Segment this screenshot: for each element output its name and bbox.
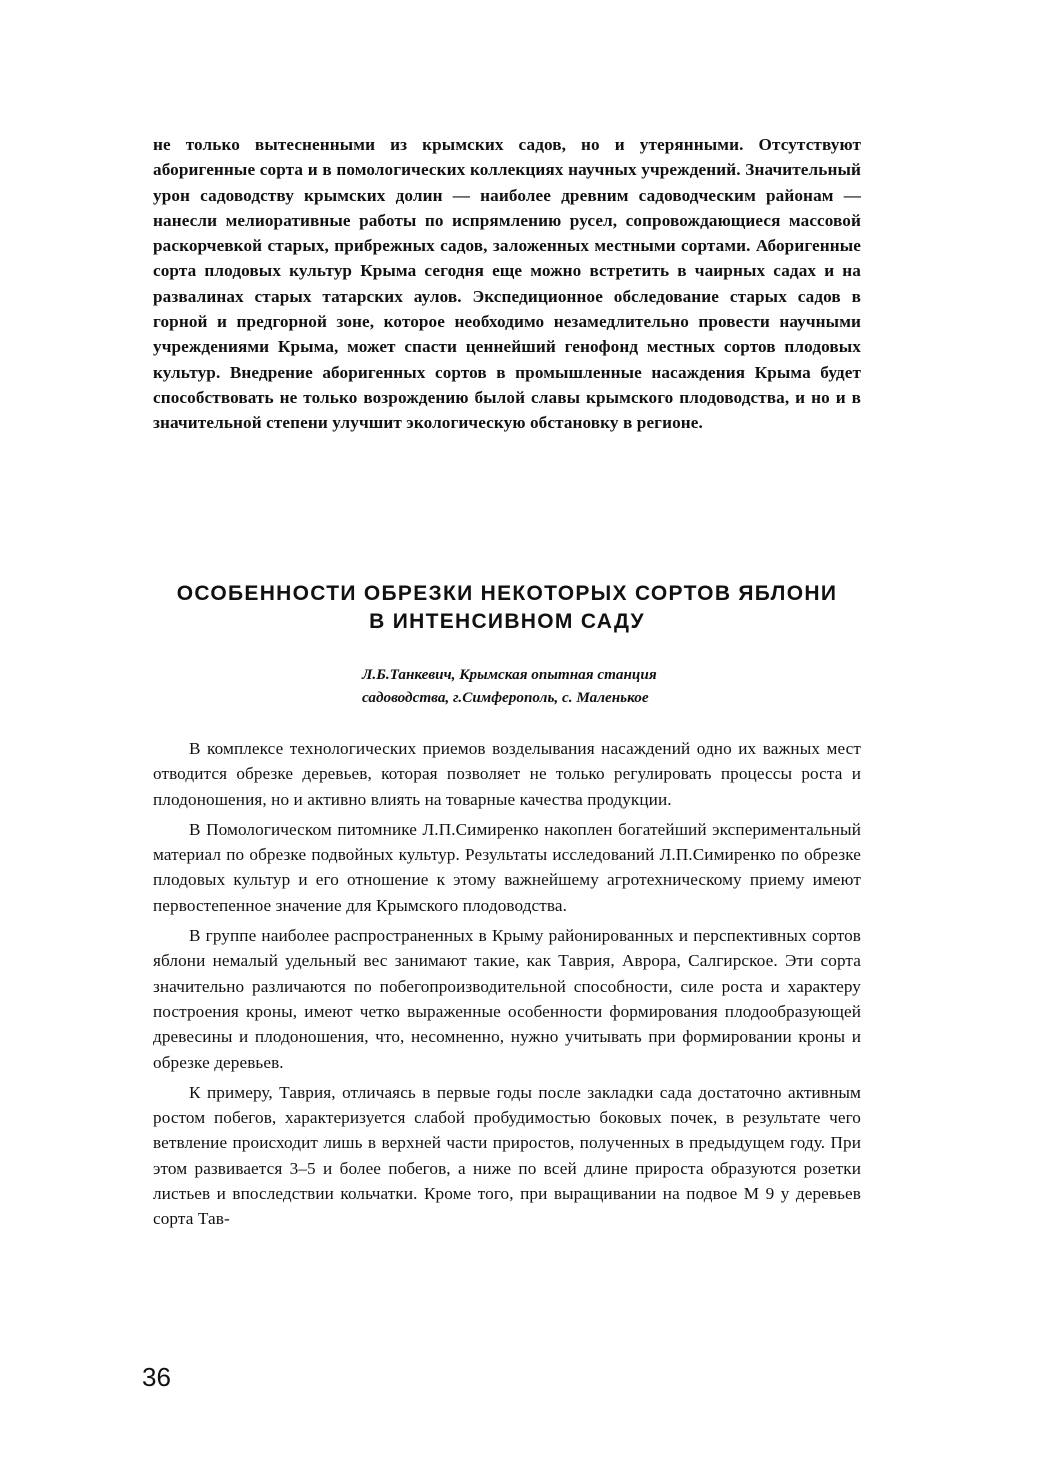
page-number: 36 (142, 1362, 171, 1392)
article-title (153, 580, 861, 636)
author-line-2: садоводства, г.Симферополь, с. Маленькое (362, 689, 649, 706)
body-paragraph: К примеру, Таврия, отличаясь в первые годы после закладки сада достаточно активным ростом побегов, характеризуется слабой пробудимостью боковых почек, в результате чего ветвление происходит лишь в верхней части приростов, полученных в предыдущем году. При этом развивается 3–5 и более побегов, а ниже по всей длине прироста образуются розетки листьев и впоследствии кольчатки. Кроме того, при выращивании на подвое М 9 у деревьев сорта Тав- (153, 1082, 861, 1229)
article-body (153, 736, 861, 1237)
article-title-line-2: В ИНТЕНСИВНОМ САДУ (369, 610, 645, 633)
body-paragraph: В комплексе технологических приемов возделывания насаждений одно их важных мест отводится обрезке деревьев, которая позволяет не только регулировать процессы роста и плодоношения, но и активно влиять на товарные качества продукции. (153, 739, 861, 809)
author-affiliation (362, 663, 782, 709)
continued-text-block (153, 132, 861, 436)
intro-paragraph: не только вытесненными из крымских садов, но и утерянными. Отсутствуют аборигенные сорта и в помологических коллекциях научных учреждений. Значительный урон садоводству крымских долин — наиболее древним садоводческим районам — нанесли мелиоративные работы по иcпpямлению русел, сопровождающиеся массовой раскорчевкой старых, прибрежных садов, заложенных местными сортами. Аборигенные сорта плодовых культур Крыма сегодня еще можно встретить в чаирных садах и на развалинах старых татарских аулов. Экспедиционное обследование старых садов в горной и предгорной зоне, которое необходимо незамедлительно провести научными учреждениями Крыма, может спасти ценнейший генофонд местных сортов плодовых культур. Внедрение аборигенных сортов в промышленные насаждения Крыма будет способствовать не только возрождению былой славы крымского плодоводства, и но и в значительной степени улучшит экологическую обстановку в регионе. (153, 135, 861, 433)
author-line-1: Л.Б.Танкевич, Крымская опытная станция (362, 666, 657, 683)
body-paragraph: В группе наиболее распространенных в Крыму районированных и перспективных сортов яблони немалый удельный вес занимают такие, как Таврия, Аврора, Салгирское. Эти сорта значительно различаются по побегопроизводительной способности, силе роста и характеру построения кроны, имеют четко выраженные особенности формирования плодообразующей древесины и плодоношения, что, несомненно, нужно учитывать при формировании кроны и обрезке деревьев. (153, 926, 861, 1072)
body-paragraph: В Помологическом питомнике Л.П.Симиренко накоплен богатейший экспериментальный материал по обрезке подвойных культур. Результаты исследований Л.П.Симиренко по обрезке плодовых культур и его отношение к этому важнейшему агротехническому приему имеют первостепенное значение для Крымского плодоводства. (153, 819, 861, 915)
article-title-line-1: ОСОБЕННОСТИ ОБРЕЗКИ НЕКОТОРЫХ СОРТОВ ЯБЛОНИ (176, 582, 838, 605)
